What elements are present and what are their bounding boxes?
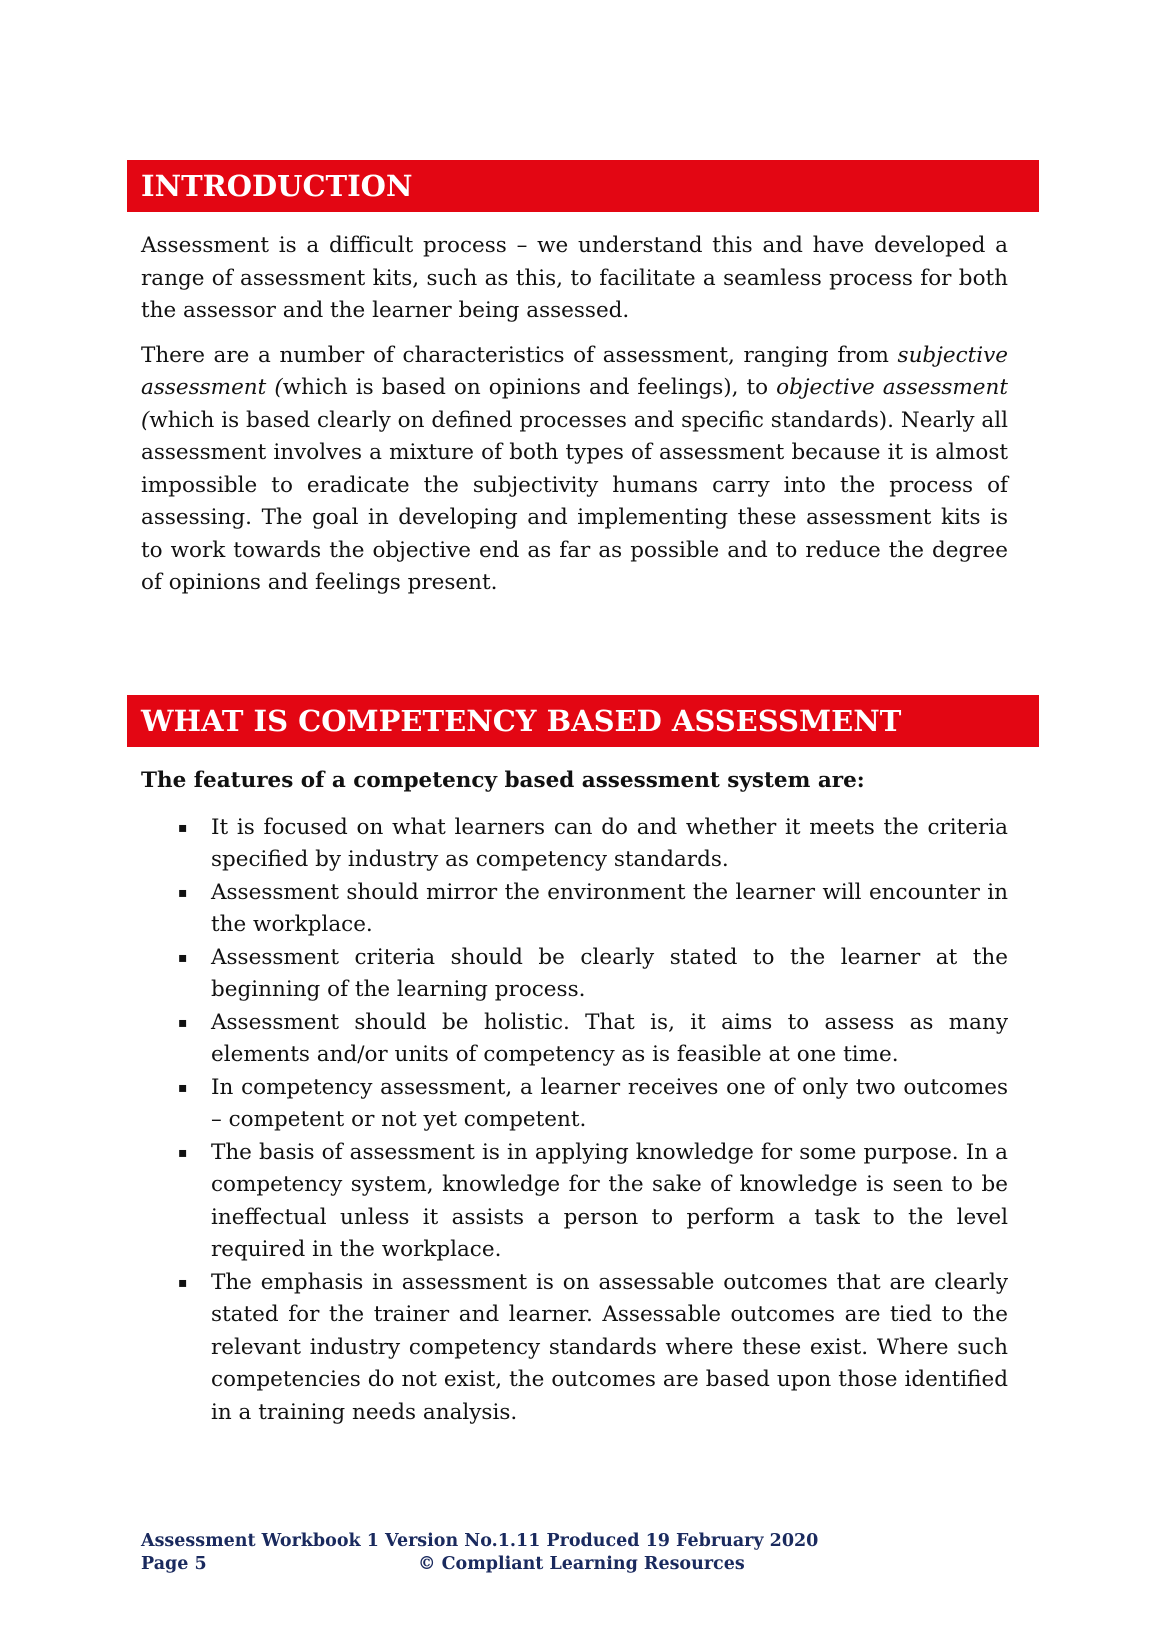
italic-term: subjective assessment ( [141, 342, 1008, 400]
bullet-icon: ▪ [178, 1144, 188, 1161]
list-item-text: The basis of assessment is in applying knowledge for some purpose. In a competency system, knowledge for the sake of knowledge is seen to be ineffectual unless it assists a person to perform a task to the level required in the workplace. [211, 1139, 1008, 1262]
list-item-text: Assessment criteria should be clearly stated to the learner at the beginning of the learning process. [211, 944, 1008, 1002]
italic-term: objective assessment ( [141, 375, 1008, 433]
text: which is based on opinions and feelings), to [282, 375, 777, 400]
text: which is based clearly on defined processes and specific standards). Nearly all assessment involves a mixture of both types of assessment because it is almost impossible to eradicate the subjectivity humans carry into the process of assessing. The goal in developing and implementing these assessment kits is to work towards the objective end as far as possible and to reduce the degree of opinions and feelings present. [141, 407, 1008, 595]
introduction-heading: INTRODUCTION [127, 160, 1039, 212]
cba-section [141, 765, 1008, 1429]
bullet-icon: ▪ [178, 884, 188, 901]
list-item [141, 1137, 1008, 1267]
bullet-icon: ▪ [178, 949, 188, 966]
list-item-text: It is focused on what learners can do and whether it meets the criteria specified by industry as competency standards. [211, 814, 1008, 872]
list-item [141, 812, 1008, 877]
feature-list [141, 812, 1008, 1430]
footer [141, 1530, 818, 1576]
copyright: © Compliant Learning Resources [418, 1554, 745, 1574]
list-item-text: Assessment should mirror the environment the learner will encounter in the workplace. [211, 879, 1008, 937]
intro-paragraph-1: Assessment is a difficult process – we understand this and have developed a range of assessment kits, such as this, to facilitate a seamless process for both the assessor and the learner being assessed. [141, 233, 1008, 323]
bullet-icon: ▪ [178, 1014, 188, 1031]
cba-lead: The features of a competency based assessment system are: [141, 768, 865, 793]
list-item [141, 1072, 1008, 1137]
intro-paragraph-2 [141, 340, 1008, 600]
cba-heading: WHAT IS COMPETENCY BASED ASSESSMENT [127, 695, 1039, 747]
page-number: Page 5 [141, 1554, 207, 1574]
footer-version: Assessment Workbook 1 Version No.1.11 Produced 19 February 2020 [141, 1531, 819, 1551]
bullet-icon: ▪ [178, 1274, 188, 1291]
list-item [141, 1007, 1008, 1072]
list-item [141, 1267, 1008, 1430]
text: There are a number of characteristics of assessment, ranging from [141, 342, 898, 368]
list-item-text: Assessment should be holistic. That is, it aims to assess as many elements and/or units of competency as is feasible at one time. [211, 1009, 1008, 1067]
list-item-text: In competency assessment, a learner receives one of only two outcomes – competent or not yet competent. [211, 1074, 1008, 1132]
list-item [141, 877, 1008, 942]
bullet-icon: ▪ [178, 1079, 188, 1096]
introduction-section [141, 230, 1008, 612]
list-item-text: The emphasis in assessment is on assessable outcomes that are clearly stated for the trainer and learner. Assessable outcomes are tied to the relevant industry competency standards where these exist. Where such competencies do not exist, the outcomes are based upon those identified in a training needs analysis. [211, 1269, 1008, 1425]
bullet-icon: ▪ [178, 819, 188, 836]
list-item [141, 942, 1008, 1007]
